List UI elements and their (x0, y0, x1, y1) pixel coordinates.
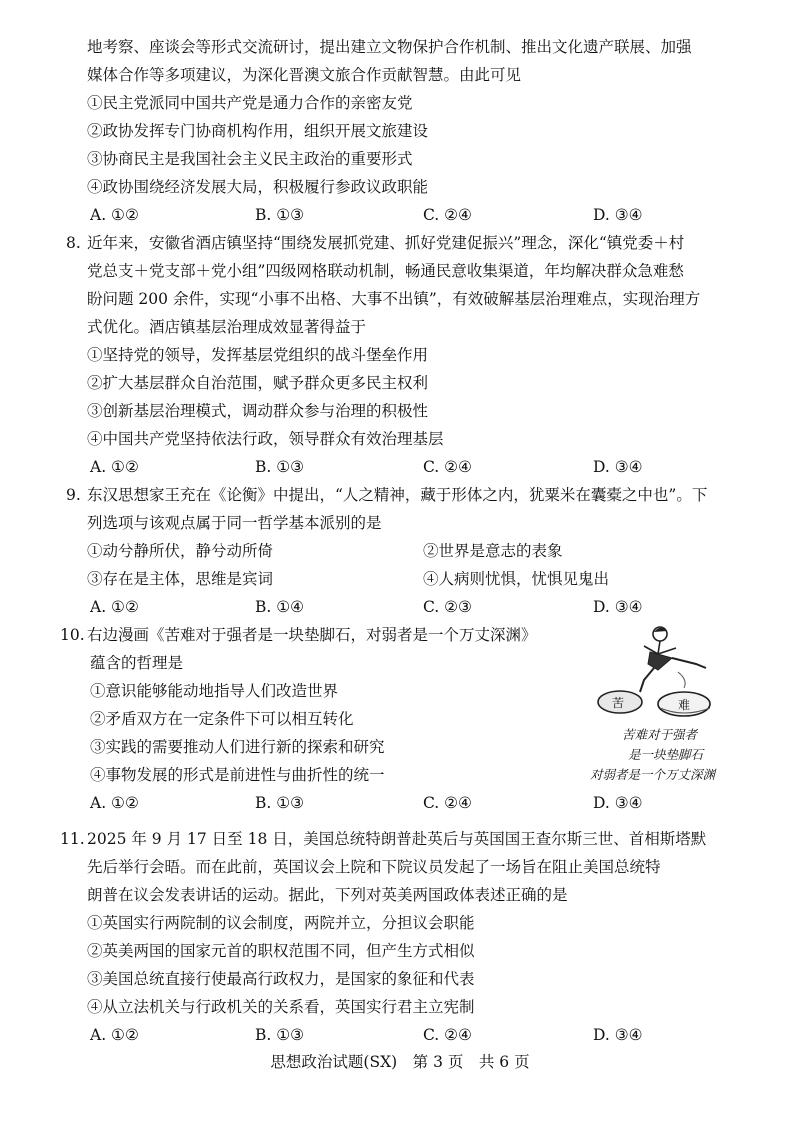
q11-statement-4: ④从立法机关与行政机关的关系看，英国实行君主立宪制 (87, 998, 475, 1016)
q10-choice-c: C. ②④ (423, 794, 472, 812)
q8-statement-3: ③创新基层治理模式，调动群众参与治理的积极性 (87, 402, 429, 420)
q7-choice-a: A. ①② (90, 206, 139, 224)
q10-choice-b: B. ①③ (255, 794, 305, 812)
q11-statement-2: ②英美两国的国家元首的职权范围不同，但产生方式相似 (87, 942, 475, 960)
q11-number: 11. (60, 830, 85, 848)
q8-stem-line: 近年来，安徽省酒店镇坚持“围绕发展抓党建、抓好党建促振兴”理念，深化“镇党委＋村 (87, 234, 685, 252)
q7-choice-d: D. ③④ (593, 206, 643, 224)
q8-choice-c: C. ②④ (423, 458, 472, 476)
q9-choice-a: A. ①② (90, 598, 139, 616)
q9-statement-4: ④人病则忧惧，忧惧见鬼出 (423, 570, 610, 588)
q11-choice-c: C. ②④ (423, 1026, 472, 1044)
q8-stem-line: 式优化。酒店镇基层治理成效显著得益于 (87, 318, 367, 336)
q8-choice-a: A. ①② (90, 458, 139, 476)
q7-choice-c: C. ②④ (423, 206, 472, 224)
q8-stem-line: 盼问题 200 余件，实现“小事不出格、大事不出镇”，有效破解基层治理难点，实现治理方 (87, 290, 701, 308)
q7-choice-b: B. ①③ (255, 206, 305, 224)
q8-statement-2: ②扩大基层群众自治范围，赋予群众更多民主权利 (87, 374, 429, 392)
q9-number: 9. (66, 486, 81, 504)
q9-choice-c: C. ②③ (423, 598, 472, 616)
q11-stem-line: 2025 年 9 月 17 日至 18 日，美国总统特朗普赴英后与英国国王查尔斯三世、首相斯塔默 (87, 830, 707, 848)
q11-statement-3: ③美国总统直接行使最高行政权力，是国家的象征和代表 (87, 970, 475, 988)
cartoon-caption-line: 是一块垫脚石 (628, 747, 704, 762)
q11-statement-1: ①英国实行两院制的议会制度，两院并立，分担议会职能 (87, 914, 475, 932)
cartoon-drawing (588, 622, 738, 722)
q8-statement-1: ①坚持党的领导，发挥基层党组织的战斗堡垒作用 (87, 346, 429, 364)
stone-left-label: 苦 (612, 696, 625, 710)
q7-statement-4: ④政协围绕经济发展大局，积极履行参政议政职能 (87, 178, 429, 196)
q10-statement-4: ④事物发展的形式是前进性与曲折性的统一 (90, 766, 385, 784)
q10-choice-a: A. ①② (90, 794, 139, 812)
q11-stem-line: 先后举行会晤。而在此前，英国议会上院和下院议员发起了一场旨在阻止美国总统特 (87, 858, 661, 876)
q7-statement-3: ③协商民主是我国社会主义民主政治的重要形式 (87, 150, 413, 168)
q10-number: 10. (60, 626, 85, 644)
cartoon-caption-line: 对弱者是一个万丈深渊 (590, 767, 716, 782)
q10-statement-2: ②矛盾双方在一定条件下可以相互转化 (90, 710, 354, 728)
q11-stem-line: 朗普在议会发表讲话的运动。据此，下列对英美两国政体表述正确的是 (87, 886, 568, 904)
q10-statement-1: ①意识能够能动地指导人们改造世界 (90, 682, 339, 700)
q7-stem-line: 地考察、座谈会等形式交流研讨，提出建立文物保护合作机制、推出文化遗产联展、加强 (87, 38, 692, 56)
q8-choice-d: D. ③④ (593, 458, 643, 476)
q11-choice-a: A. ①② (90, 1026, 139, 1044)
q8-stem-line: 党总支＋党支部＋党小组”四级网格联动机制，畅通民意收集渠道，年均解决群众急难愁 (87, 262, 684, 280)
cartoon (588, 622, 738, 787)
page-footer: 思想政治试题(SX) 第 3 页 共 6 页 (270, 1053, 530, 1071)
cartoon-caption-line: 苦难对于强者 (622, 727, 698, 742)
q7-statement-2: ②政协发挥专门协商机构作用，组织开展文旅建设 (87, 122, 429, 140)
q10-statement-3: ③实践的需要推动人们进行新的探索和研究 (90, 738, 385, 756)
q11-choice-d: D. ③④ (593, 1026, 643, 1044)
q9-statement-2: ②世界是意志的表象 (423, 542, 563, 560)
q9-statement-3: ③存在是主体，思维是宾词 (87, 570, 274, 588)
q10-choice-d: D. ③④ (593, 794, 643, 812)
q10-stem-line: 右边漫画《苦难对于强者是一块垫脚石，对弱者是一个万丈深渊》 (87, 626, 537, 644)
q9-statement-1: ①动兮静所伏，静兮动所倚 (87, 542, 274, 560)
q9-choice-d: D. ③④ (593, 598, 643, 616)
q9-stem-line: 列选项与该观点属于同一哲学基本派别的是 (87, 514, 382, 532)
q8-choice-b: B. ①③ (255, 458, 305, 476)
q10-stem-line: 蕴含的哲理是 (90, 654, 184, 672)
q8-statement-4: ④中国共产党坚持依法行政，领导群众有效治理基层 (87, 430, 444, 448)
q9-stem-line: 东汉思想家王充在《论衡》中提出，“人之精神，藏于形体之内，犹粟米在囊橐之中也”。下 (87, 486, 708, 504)
q8-number: 8. (66, 234, 81, 252)
q7-statement-1: ①民主党派同中国共产党是通力合作的亲密友党 (87, 94, 413, 112)
stone-right-label: 难 (678, 698, 691, 712)
q9-choice-b: B. ①④ (255, 598, 305, 616)
q7-stem-line: 媒体合作等多项建议，为深化晋澳文旅合作贡献智慧。由此可见 (87, 66, 522, 84)
q11-choice-b: B. ①③ (255, 1026, 305, 1044)
